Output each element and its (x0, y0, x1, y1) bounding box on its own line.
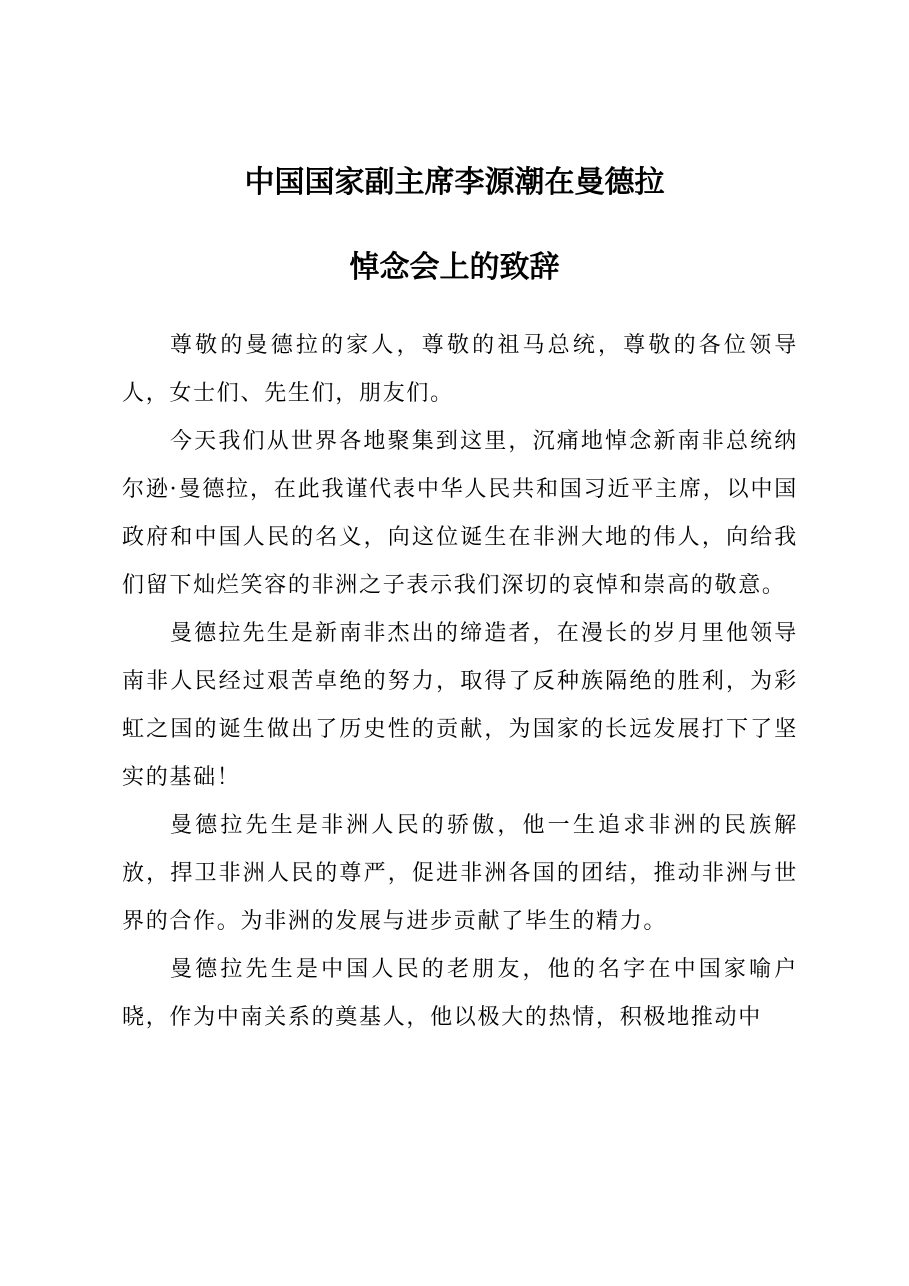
document-title-line-1: 中国国家副主席李源潮在曼德拉 (244, 165, 665, 200)
paragraph-founder: 曼德拉先生是新南非杰出的缔造者，在漫长的岁月里他领导南非人民经过艰苦卓绝的努力，取得了反种族隔绝的胜利，为彩虹之国的诞生做出了历史性的贡献，为国家的长远发展打下了坚实的基础！ (122, 621, 798, 790)
paragraph-pride-of-africa: 曼德拉先生是非洲人民的骄傲，他一生追求非洲的民族解放，捍卫非洲人民的尊严，促进非洲各国的团结，推动非洲与世界的合作。为非洲的发展与进步贡献了毕生的精力。 (122, 813, 798, 934)
paragraph-mourning: 今天我们从世界各地聚集到这里，沉痛地悼念新南非总统纳尔逊·曼德拉，在此我谨代表中华人民共和国习近平主席，以中国政府和中国人民的名义，向这位诞生在非洲大地的伟人，向给我们留下灿烂笑容的非洲之子表示我们深切的哀悼和崇高的敬意。 (122, 429, 798, 598)
document-body (122, 322, 798, 1042)
paragraph-old-friend: 曼德拉先生是中国人民的老朋友，他的名字在中国家喻户晓，作为中南关系的奠基人，他以极大的热情，积极地推动中 (122, 957, 798, 1030)
paragraph-greeting: 尊敬的曼德拉的家人，尊敬的祖马总统，尊敬的各位领导人，女士们、先生们，朋友们。 (122, 333, 798, 406)
document-title-line-2: 悼念会上的致辞 (349, 250, 560, 285)
